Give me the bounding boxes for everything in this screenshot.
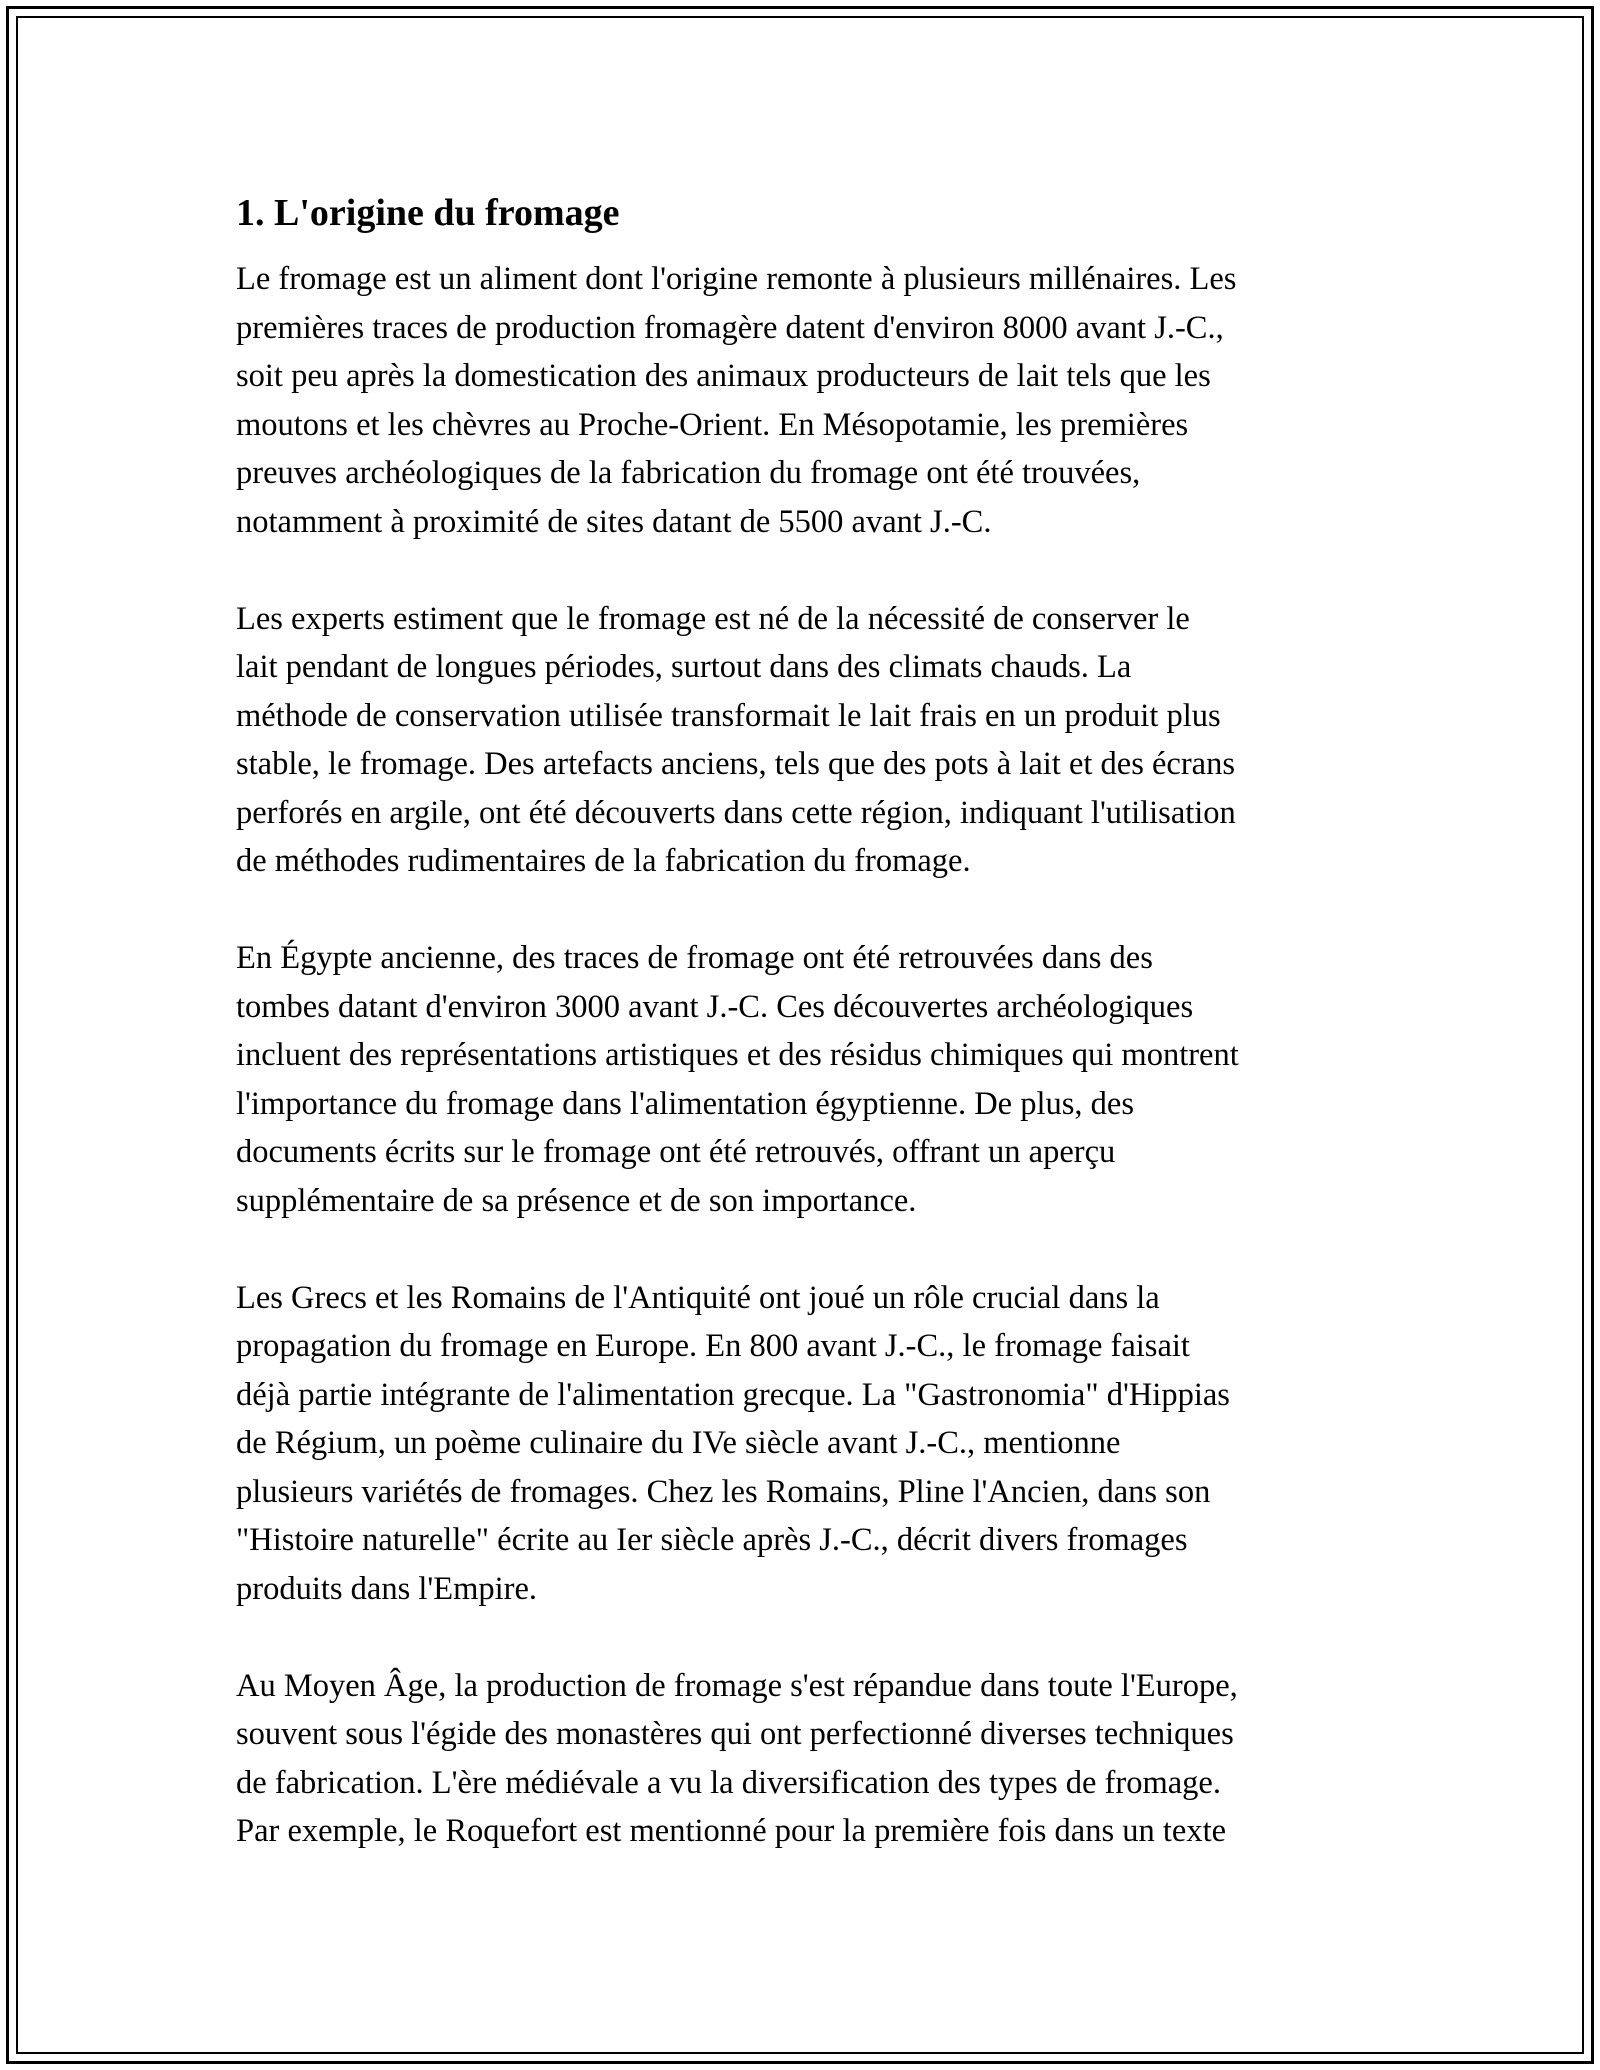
paragraph-middle-ages [236, 1662, 1386, 1856]
paragraph-greeks-romans [236, 1274, 1386, 1614]
text-line: l'importance du fromage dans l'alimentation égyptienne. De plus, des [236, 1085, 1134, 1122]
text-line: Les Grecs et les Romains de l'Antiquité ont joué un rôle crucial dans la [236, 1279, 1160, 1316]
text-line: soit peu après la domestication des animaux producteurs de lait tels que les [236, 358, 1211, 394]
text-line: de Régium, un poème culinaire du IVe siècle avant J.-C., mentionne [236, 1425, 1121, 1461]
text-line: Au Moyen Âge, la production de fromage s'est répandue dans toute l'Europe, [236, 1667, 1238, 1704]
paragraph-origins [236, 255, 1386, 546]
text-line: premières traces de production fromagère datent d'environ 8000 avant J.-C., [236, 309, 1224, 346]
text-line: Le fromage est un aliment dont l'origine remonte à plusieurs millénaires. Les [236, 261, 1237, 297]
text-line: notamment à proximité de sites datant de 5500 avant J.-C. [236, 503, 992, 540]
text-line: perforés en argile, ont été découverts dans cette région, indiquant l'utilisation [236, 794, 1236, 831]
paragraph-conservation [236, 595, 1386, 886]
text-line: lait pendant de longues périodes, surtout dans des climats chauds. La [236, 649, 1132, 685]
text-line: "Histoire naturelle" écrite au Ier siècle après J.-C., décrit divers fromages [236, 1522, 1188, 1558]
text-line: tombes datant d'environ 3000 avant J.-C. Ces découvertes archéologiques [236, 988, 1194, 1025]
text-line: preuves archéologiques de la fabrication du fromage ont été trouvées, [236, 455, 1141, 491]
text-line: En Égypte ancienne, des traces de fromage ont été retrouvées dans des [236, 940, 1153, 976]
text-line: documents écrits sur le fromage ont été retrouvés, offrant un aperçu [236, 1134, 1116, 1170]
text-line: produits dans l'Empire. [236, 1570, 538, 1607]
text-line: méthode de conservation utilisée transformait le lait frais en un produit plus [236, 697, 1221, 734]
document-body [236, 185, 1386, 1904]
paragraph-egypt [236, 934, 1386, 1225]
text-line: incluent des représentations artistiques et des résidus chimiques qui montrent [236, 1037, 1239, 1073]
text-line: déjà partie intégrante de l'alimentation grecque. La "Gastronomia" d'Hippias [236, 1376, 1230, 1413]
text-line: supplémentaire de sa présence et de son importance. [236, 1182, 917, 1219]
section-title: 1. L'origine du fromage [236, 192, 620, 234]
text-line: stable, le fromage. Des artefacts anciens, tels que des pots à lait et des écrans [236, 746, 1235, 782]
text-line: moutons et les chèvres au Proche-Orient. En Mésopotamie, les premières [236, 406, 1189, 443]
text-line: de méthodes rudimentaires de la fabrication du fromage. [236, 843, 971, 879]
text-line: de fabrication. L'ère médiévale a vu la diversification des types de fromage. [236, 1764, 1221, 1801]
text-line: propagation du fromage en Europe. En 800 avant J.-C., le fromage faisait [236, 1328, 1190, 1364]
text-line: souvent sous l'égide des monastères qui ont perfectionné diverses techniques [236, 1716, 1234, 1752]
text-line: Les experts estiment que le fromage est né de la nécessité de conserver le [236, 600, 1190, 637]
text-line: Par exemple, le Roquefort est mentionné pour la première fois dans un texte [236, 1813, 1227, 1849]
text-line: plusieurs variétés de fromages. Chez les Romains, Pline l'Ancien, dans son [236, 1473, 1211, 1510]
